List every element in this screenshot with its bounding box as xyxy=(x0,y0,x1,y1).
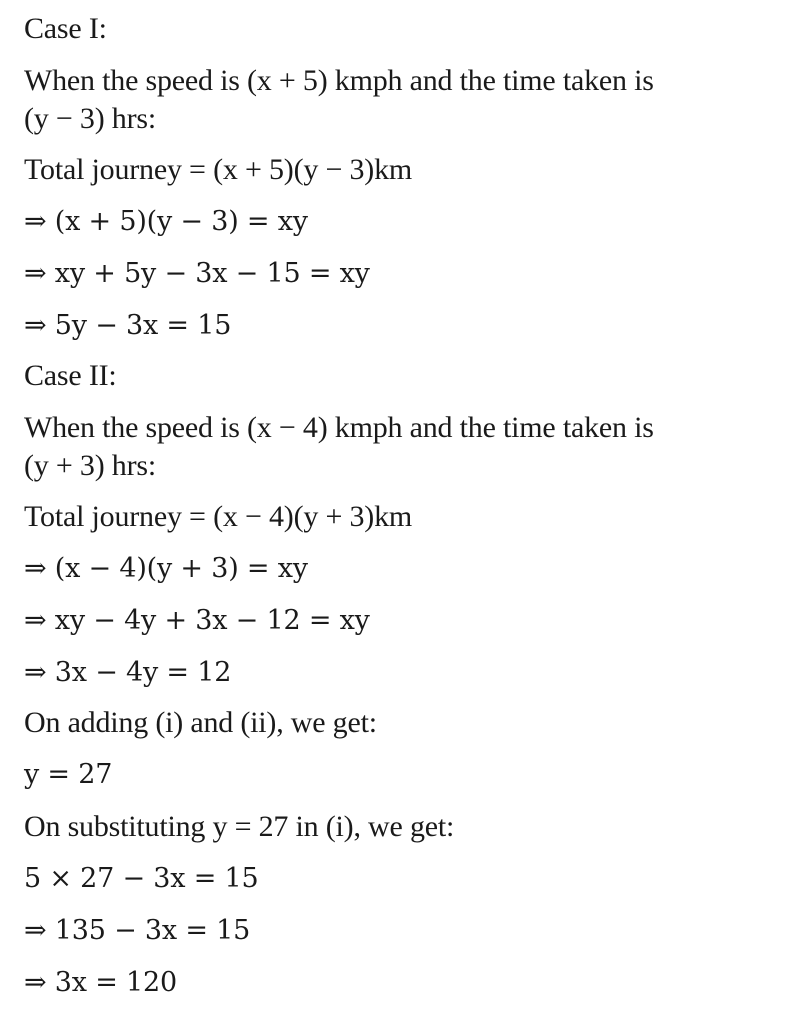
case-1-heading: Case I: xyxy=(24,12,107,45)
y-value-equation: y = 27 xyxy=(24,759,113,790)
case-2-total-journey: Total journey = (x − 4)(y + 3)km xyxy=(24,500,413,533)
case-1-intro-line-1: When the speed is (x + 5) kmph and the time taken is xyxy=(24,64,654,97)
case-1-intro-line-2: (y − 3) hrs: xyxy=(24,102,156,135)
case-1-total-journey: Total journey = (x + 5)(y − 3)km xyxy=(24,153,413,186)
substitution-step-3: ⇒ 3x = 120 xyxy=(24,967,177,998)
case-2-heading: Case II: xyxy=(24,359,117,392)
case-1-step-2: ⇒ xy + 5y − 3x − 15 = xy xyxy=(24,258,370,289)
substitution-step-1: 5 × 27 − 3x = 15 xyxy=(24,863,259,894)
substituting-text: On substituting y = 27 in (i), we get: xyxy=(24,810,455,843)
case-2-step-3: ⇒ 3x − 4y = 12 xyxy=(24,657,232,688)
substitution-step-2: ⇒ 135 − 3x = 15 xyxy=(24,915,251,946)
case-2-step-2: ⇒ xy − 4y + 3x − 12 = xy xyxy=(24,605,370,636)
adding-equations-text: On adding (i) and (ii), we get: xyxy=(24,706,377,739)
case-2-intro-line-2: (y + 3) hrs: xyxy=(24,449,156,482)
case-2-step-1: ⇒ (x − 4)(y + 3) = xy xyxy=(24,553,308,584)
case-1-step-1: ⇒ (x + 5)(y − 3) = xy xyxy=(24,206,308,237)
case-1-step-3: ⇒ 5y − 3x = 15 xyxy=(24,310,232,341)
case-2-intro-line-1: When the speed is (x − 4) kmph and the time taken is xyxy=(24,411,654,444)
